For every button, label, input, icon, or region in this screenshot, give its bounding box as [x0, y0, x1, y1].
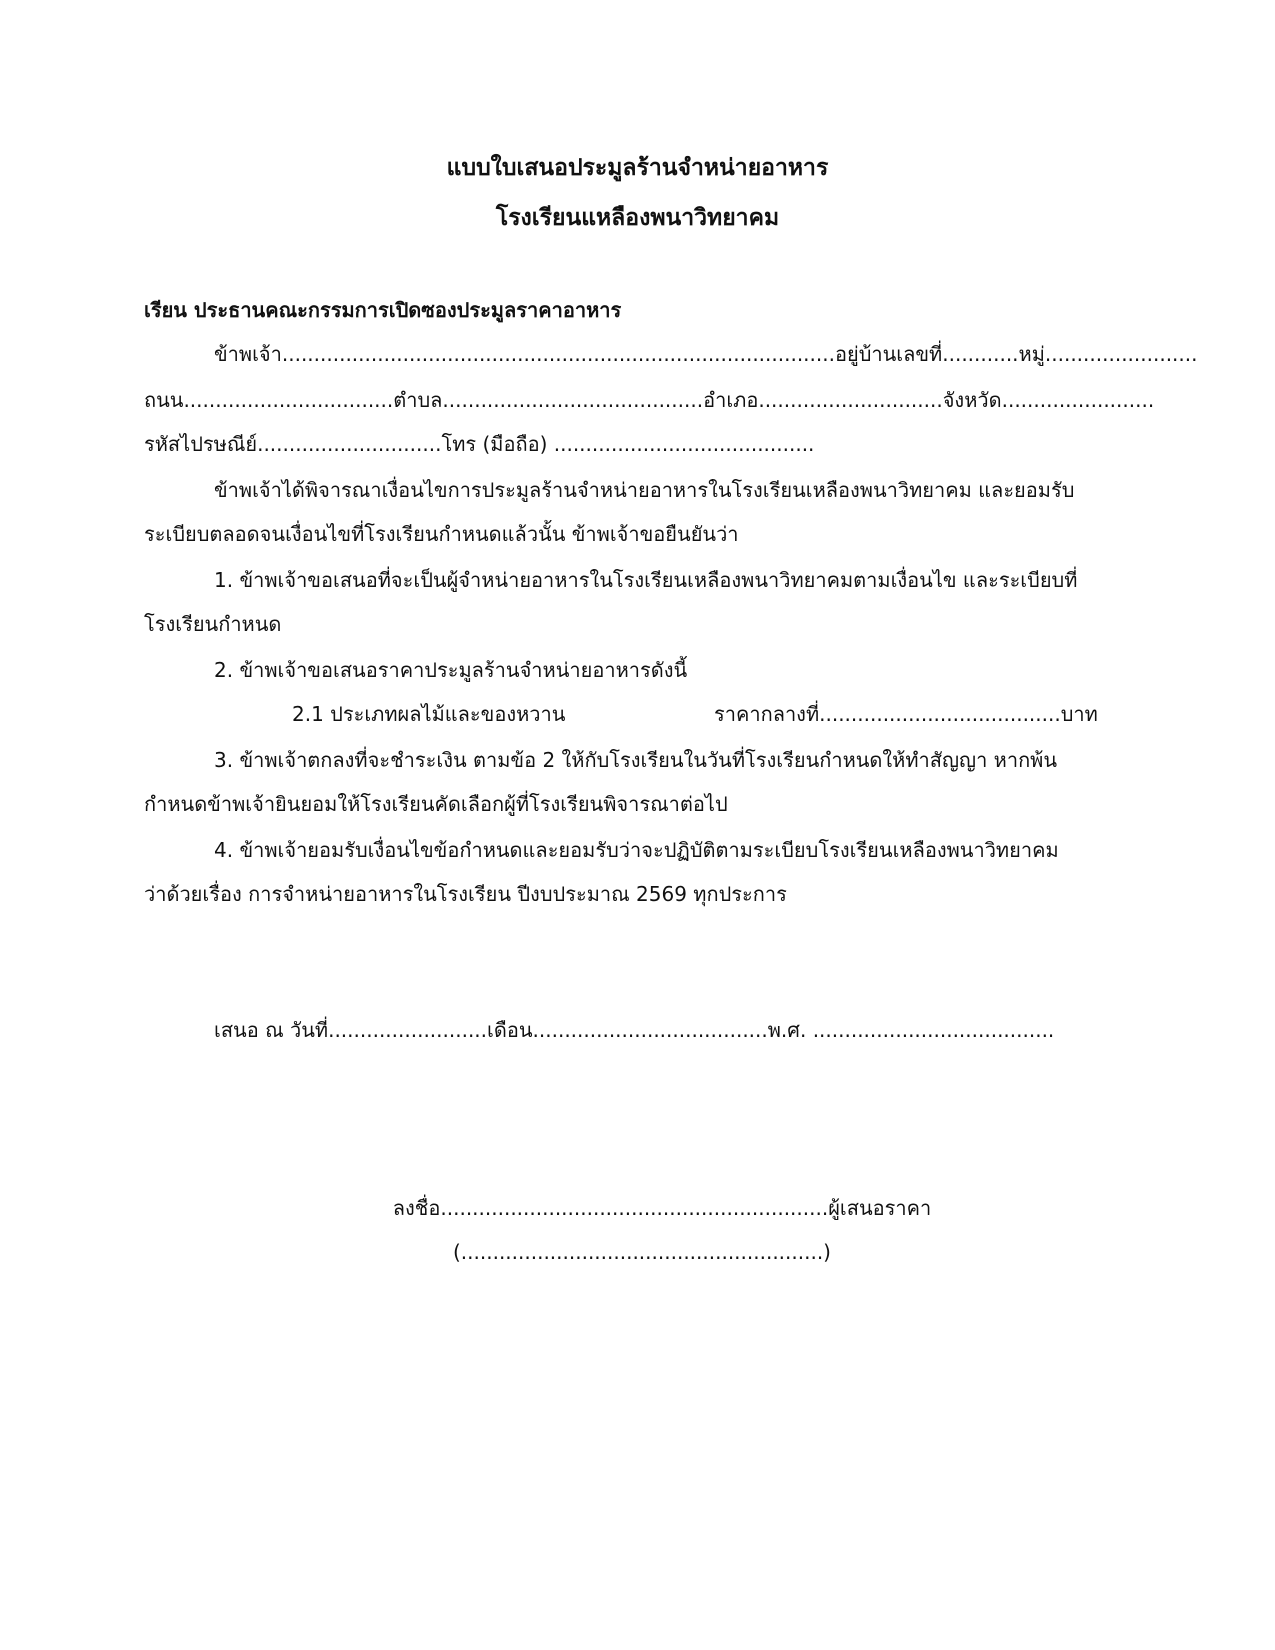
title-line-2: โรงเรียนแหลืองพนาวิทยาคม: [495, 205, 780, 231]
applicant-line-3: รหัสไปรษณีย์.............................โทร (มือถือ) .........................................: [144, 432, 815, 456]
title-line-1: แบบใบเสนอประมูลร้านจำหน่ายอาหาร: [446, 155, 829, 181]
item4-line-1: 4. ข้าพเจ้ายอมรับเงื่อนไขข้อกำหนดและยอมรับว่าจะปฏิบัติตามระเบียบโรงเรียนเหลืองพนาวิทยาคม: [214, 838, 1059, 862]
signature-line: ลงชื่อ.............................................................ผู้เสนอราคา: [392, 1196, 932, 1220]
item1-line-1: 1. ข้าพเจ้าขอเสนอที่จะเป็นผู้จำหน่ายอาหารในโรงเรียนเหลืองพนาวิทยาคมตามเงื่อนไข และระเบียบที่: [214, 568, 1078, 592]
item2-sub-price: ราคากลางที่......................................บาท: [714, 702, 1098, 726]
item3-line-1: 3. ข้าพเจ้าตกลงที่จะชำระเงิน ตามข้อ 2 ให้กับโรงเรียนในวันที่โรงเรียนกำหนดให้ทำสัญญา หากพ้น: [214, 748, 1058, 772]
signature-name-line: (.........................................................): [453, 1240, 831, 1264]
intro-line-1: ข้าพเจ้าได้พิจารณาเงื่อนไขการประมูลร้านจำหน่ายอาหารในโรงเรียนเหลืองพนาวิทยาคม และยอมรับ: [214, 478, 1075, 502]
item1-line-2: โรงเรียนกำหนด: [144, 612, 282, 636]
item2-sub-label: 2.1 ประเภทผลไม้และของหวาน: [292, 702, 566, 726]
date-line: เสนอ ณ วันที่.........................เดือน.....................................พ.ศ. ......................................: [214, 1018, 1055, 1042]
intro-line-2: ระเบียบตลอดจนเงื่อนไขที่โรงเรียนกำหนดแล้วนั้น ข้าพเจ้าขอยืนยันว่า: [144, 522, 739, 546]
item4-line-2: ว่าด้วยเรื่อง การจำหน่ายอาหารในโรงเรียน ปีงบประมาณ 2569 ทุกประการ: [144, 882, 787, 906]
applicant-line-1: ข้าพเจ้า.......................................................................................อยู่บ้านเลขที่............หมู่........................: [214, 342, 1198, 366]
applicant-line-2: ถนน.................................ตำบล.........................................อำเภอ.............................จังหวัด........................: [144, 388, 1155, 412]
salutation: เรียน ประธานคณะกรรมการเปิดซองประมูลราคาอาหาร: [144, 298, 622, 322]
item3-line-2: กำหนดข้าพเจ้ายินยอมให้โรงเรียนคัดเลือกผู้ที่โรงเรียนพิจารณาต่อไป: [144, 792, 728, 816]
item2-line-1: 2. ข้าพเจ้าขอเสนอราคาประมูลร้านจำหน่ายอาหารดังนี้: [214, 658, 688, 682]
